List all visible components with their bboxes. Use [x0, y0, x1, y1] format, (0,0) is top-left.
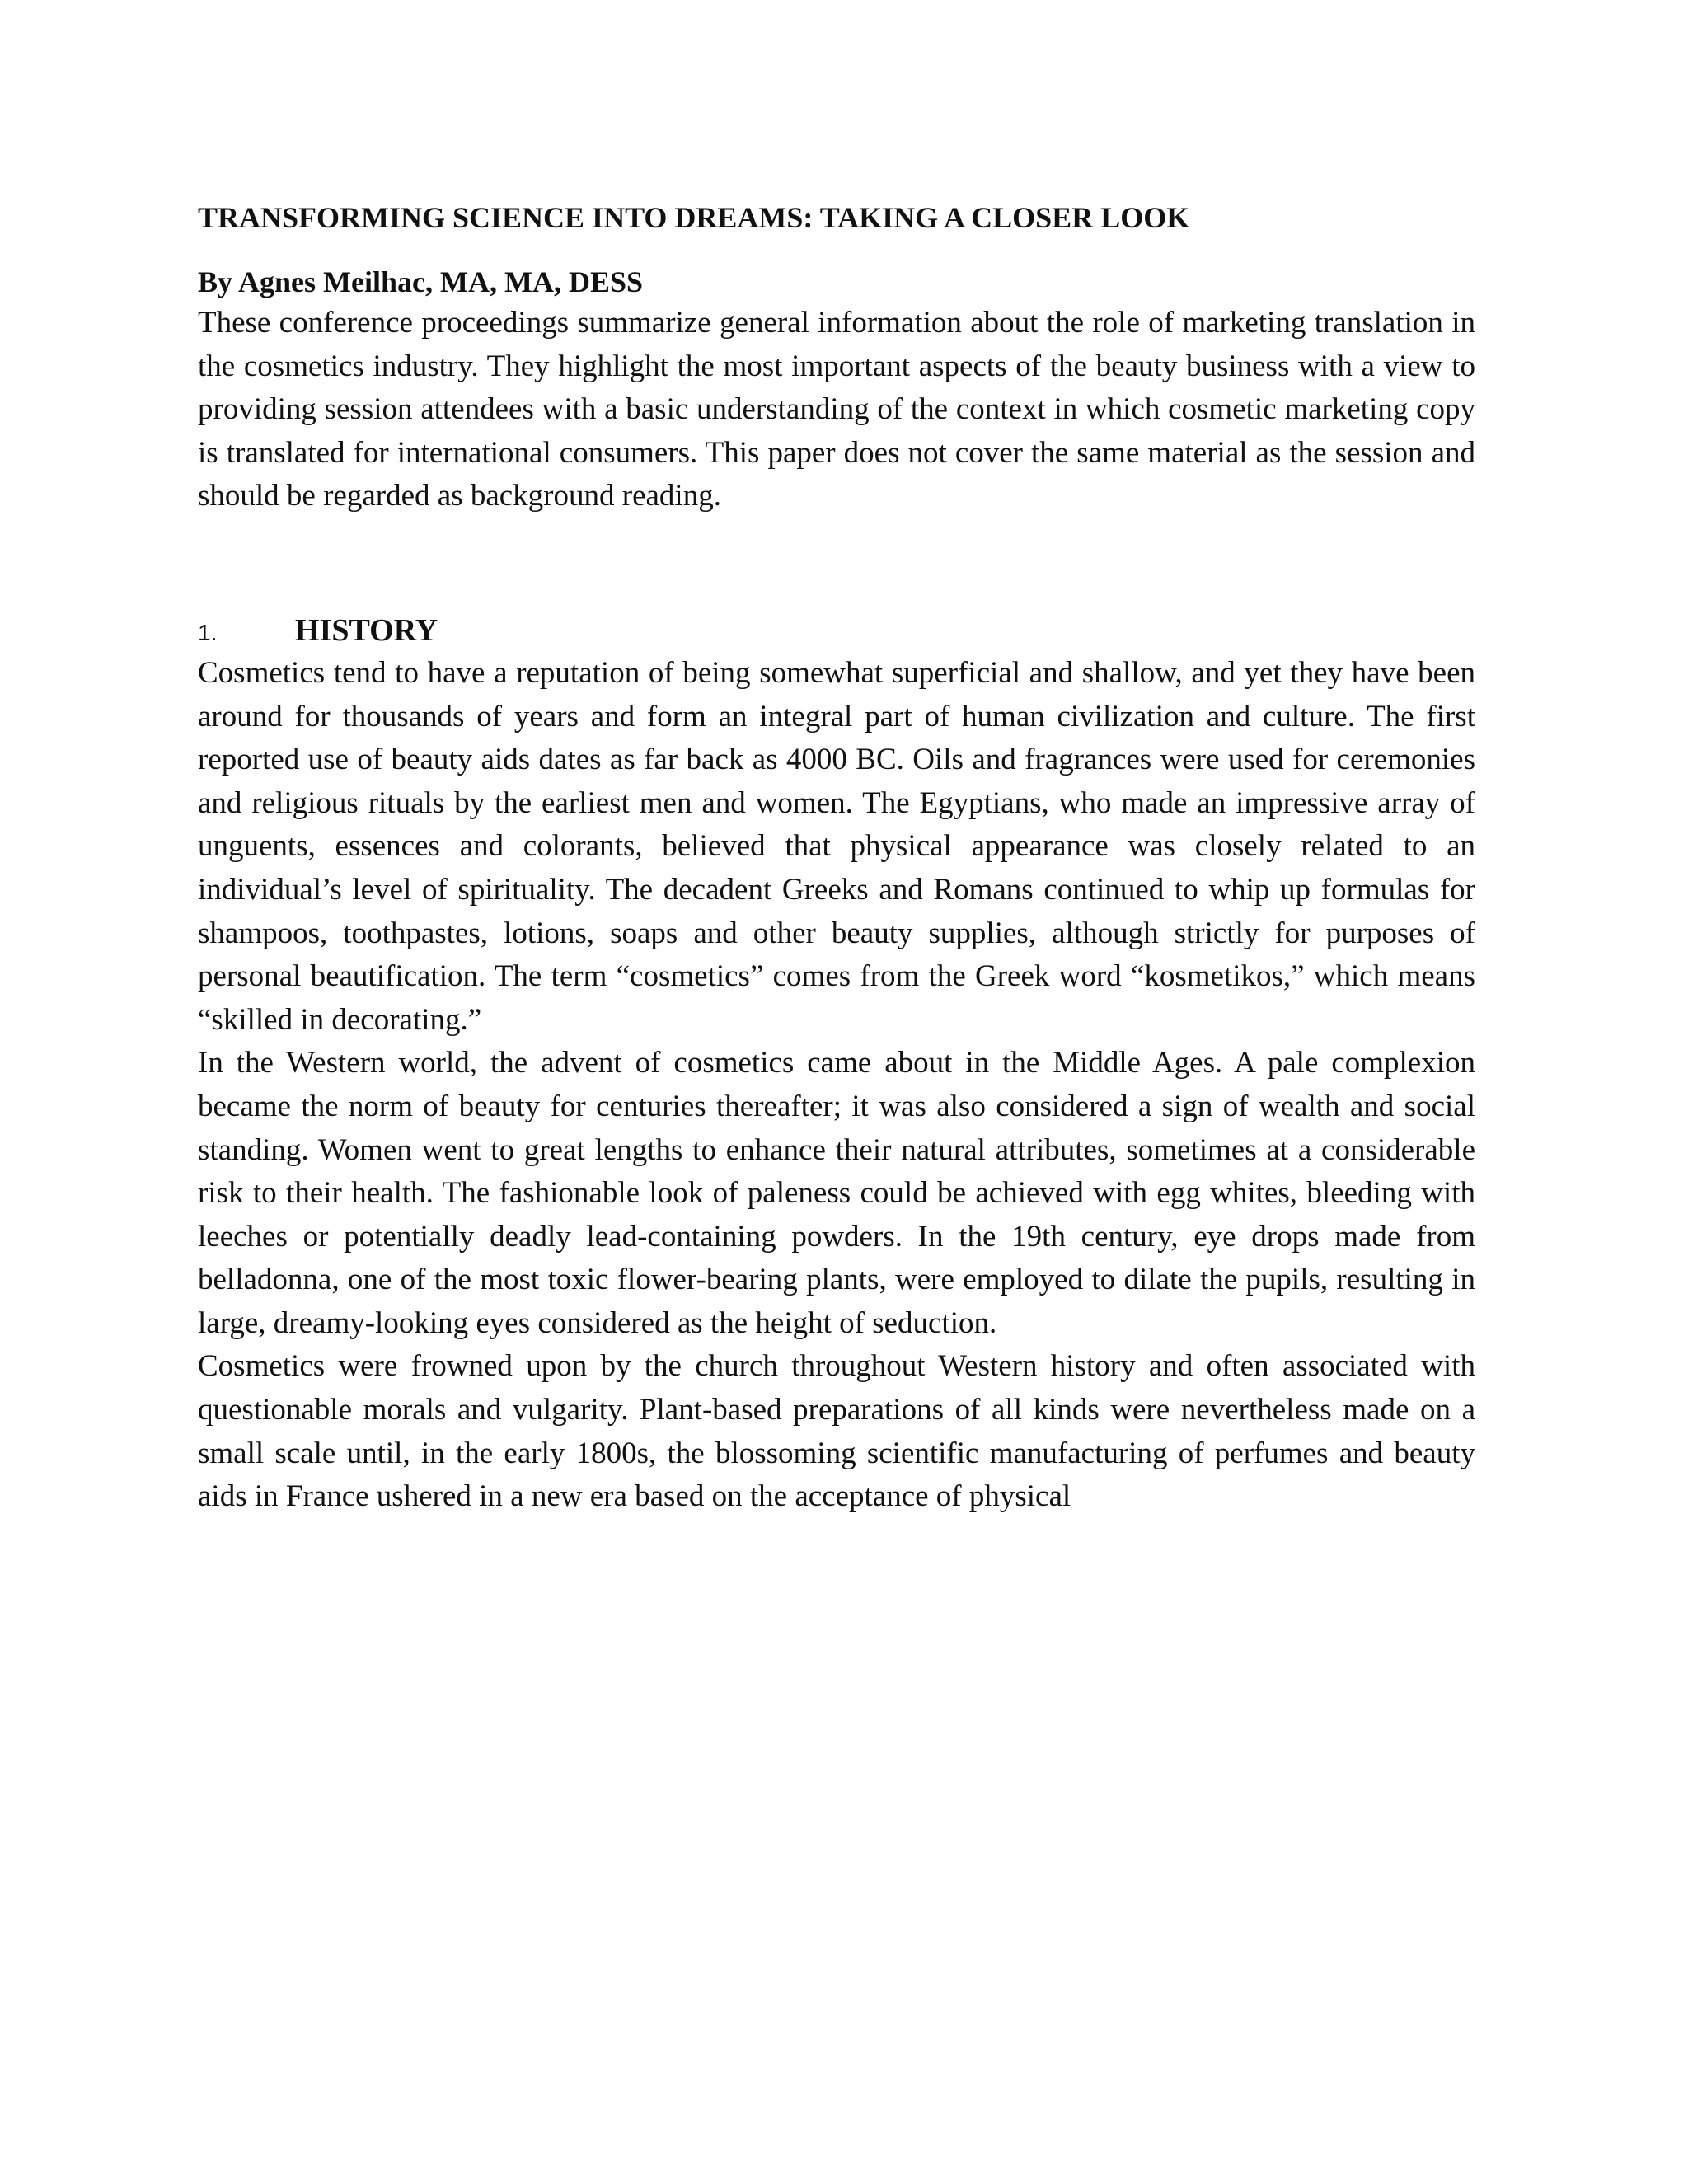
section-title: HISTORY — [295, 612, 438, 648]
section-number: 1. — [198, 619, 218, 645]
body-paragraph: In the Western world, the advent of cosmetics came about in the Middle Ages. A pale complexion became the norm of beauty for centuries thereafter; it was also considered a sign of wealth and social standing. Women went to great lengths to enhance their natural attributes, sometimes at a considerable risk to their health. The fashionable look of paleness could be achieved with egg whites, bleeding with leeches or potentially deadly lead-containing powders. In the 19th century, eye drops made from belladonna, one of the most toxic flower-bearing plants, were employed to dilate the pupils, resulting in large, dreamy-looking eyes considered as the height of seduction. — [198, 1046, 1475, 1340]
intro-paragraph: These conference proceedings summarize general information about the role of marketing translation in the cosmetics industry. They highlight the most important aspects of the beauty business with a view to providing session attendees with a basic understanding of the context in which cosmetic marketing copy is translated for international consumers. This paper does not cover the same material as the session and should be regarded as background reading. — [198, 306, 1475, 513]
body-paragraph: Cosmetics were frowned upon by the church throughout Western history and often associated with questionable morals and vulgarity. Plant-based preparations of all kinds were nevertheless made on a small scale until, in the early 1800s, the blossoming scientific manufacturing of perfumes and beauty aids in France ushered in a new era based on the acceptance of physical — [198, 1349, 1475, 1514]
document-title: TRANSFORMING SCIENCE INTO DREAMS: TAKING A CLOSER LOOK — [198, 201, 1190, 234]
page-content — [198, 198, 1475, 1519]
body-paragraph: Cosmetics tend to have a reputation of being somewhat superficial and shallow, and yet they have been around for thousands of years and form an integral part of human civilization and culture. The first reported use of beauty aids dates as far back as 4000 BC. Oils and fragrances were used for ceremonies and religious rituals by the earliest men and women. The Egyptians, who made an impressive array of unguents, essences and colorants, believed that physical appearance was closely related to an individual’s level of spirituality. The decadent Greeks and Romans continued to whip up formulas for shampoos, toothpastes, lotions, soaps and other beauty supplies, although strictly for purposes of personal beautification. The term “cosmetics” comes from the Greek word “kosmetikos,” which means “skilled in decorating.” — [198, 655, 1475, 1037]
author-byline: By Agnes Meilhac, MA, MA, DESS — [198, 265, 643, 298]
section-heading — [198, 609, 1475, 652]
